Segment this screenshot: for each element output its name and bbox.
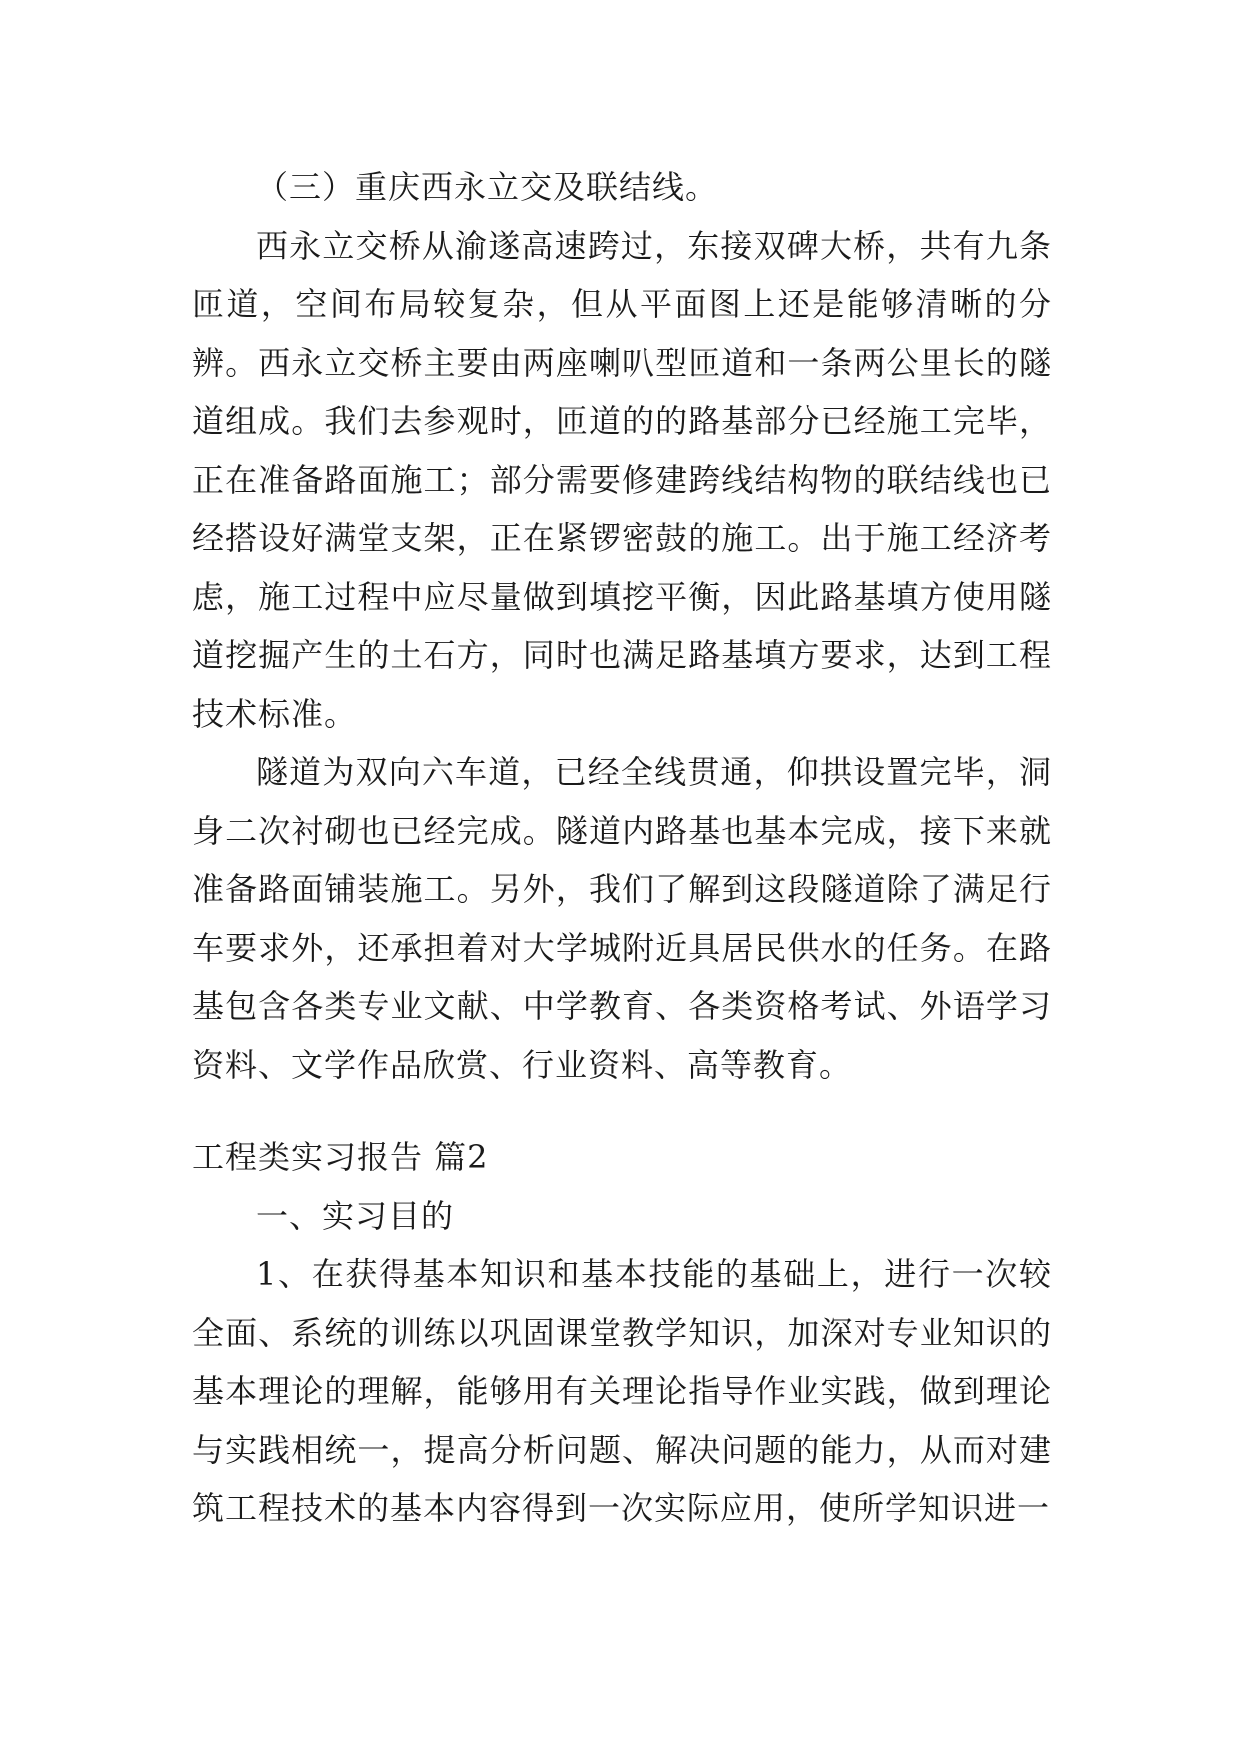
body-paragraph: 隧道为双向六车道，已经全线贯通，仰拱设置完毕，洞身二次衬砌也已经完成。隧道内路基也基本完成，接下来就准备路面铺装施工。另外，我们了解到这段隧道除了满足行车要求外，还承担着对大学城附近具居民供水的任务。在路基包含各类专业文献、中学教育、各类资格考试、外语学习资料、文学作品欣赏、行业资料、高等教育。 [192,753,1052,1084]
section-title: 工程类实习报告 篇2 [192,1138,489,1176]
body-paragraph: 西永立交桥从渝遂高速跨过，东接双碑大桥，共有九条匝道，空间布局较复杂，但从平面图上还是能够清晰的分辨。西永立交桥主要由两座喇叭型匝道和一条两公里长的隧道组成。我们去参观时，匝道的的路基部分已经施工完毕，正在准备路面施工；部分需要修建跨线结构物的联结线也已经搭设好满堂支架，正在紧锣密鼓的施工。出于施工经济考虑，施工过程中应尽量做到填挖平衡，因此路基填方使用隧道挖掘产生的土石方，同时也满足路基填方要求，达到工程技术标准。 [192,226,1052,733]
section-spacer [192,1094,1052,1128]
document-body [192,158,1052,1538]
subsection-heading: （三）重庆西永立交及联结线。 [256,168,719,206]
body-paragraph: 1、在获得基本知识和基本技能的基础上，进行一次较全面、系统的训练以巩固课堂教学知识，加深对专业知识的基本理论的理解，能够用有关理论指导作业实践，做到理论与实践相统一，提高分析问题、解决问题的能力，从而对建筑工程技术的基本内容得到一次实际应用，使所学知识进一 [192,1255,1052,1527]
subsection-heading: 一、实习目的 [256,1196,455,1235]
